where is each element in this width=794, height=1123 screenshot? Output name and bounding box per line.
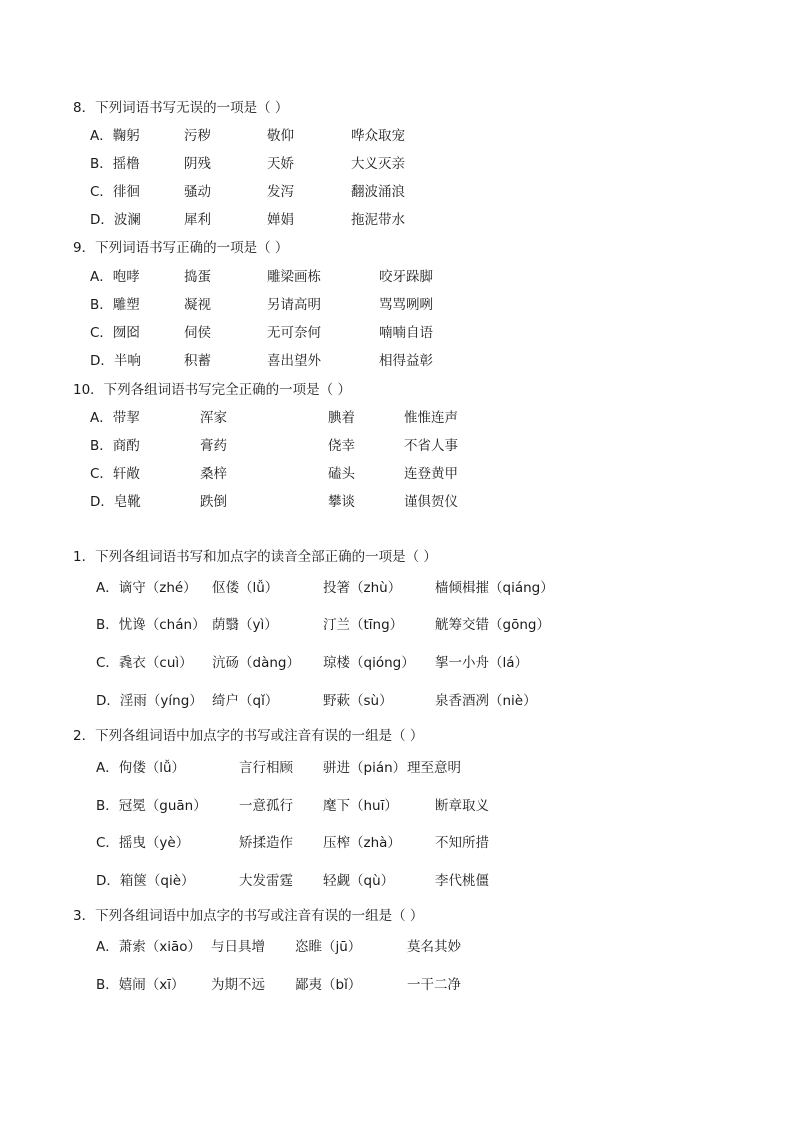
option-label: C．轩敞 <box>90 466 140 482</box>
option-word-4: 觥筹交错（gōng） <box>435 617 550 633</box>
option-word-4: 一干二净 <box>407 977 461 993</box>
option-word-3: 鄙夷（bǐ） <box>295 977 362 993</box>
question-9-stem: 9．下列词语书写正确的一项是（ ） <box>73 240 289 256</box>
option-word-4: 大义灭亲 <box>351 156 405 172</box>
option-word-3: 敬仰 <box>267 128 294 144</box>
option-word-2: 污秽 <box>184 128 211 144</box>
option-word-2: 一意孤行 <box>239 798 293 814</box>
option-label: C．摇曳（yè） <box>96 835 190 851</box>
option-label: A．谪守（zhé） <box>96 580 197 596</box>
option-word-4: 谨俱贺仪 <box>404 494 458 510</box>
option-word-2: 膏药 <box>200 438 227 454</box>
option-label: B．冠冕（guān） <box>96 798 207 814</box>
question-1-stem: 1．下列各组词语书写和加点字的读音全部正确的一项是（ ） <box>73 549 437 565</box>
option-label: D．皂靴 <box>90 494 141 510</box>
option-word-3: 攀谈 <box>328 494 355 510</box>
option-word-2: 跌倒 <box>200 494 227 510</box>
option-label: D．波澜 <box>90 212 141 228</box>
option-word-3: 投箸（zhù） <box>323 580 402 596</box>
option-label: D．淫雨（yíng） <box>96 693 203 709</box>
option-word-2: 阴残 <box>184 156 211 172</box>
option-label: B．嬉闹（xī） <box>96 977 185 993</box>
option-word-3: 喜出望外 <box>267 353 321 369</box>
option-word-4: 不知所措 <box>435 835 489 851</box>
option-word-3: 汀兰（tīng） <box>323 617 404 633</box>
option-word-3: 琼楼（qióng） <box>323 655 415 671</box>
option-word-2: 积蓄 <box>184 353 211 369</box>
option-word-3: 侥幸 <box>328 438 355 454</box>
option-label: D．箱箧（qiè） <box>96 873 195 889</box>
question-3-stem: 3．下列各组词语中加点字的书写或注音有误的一组是（ ） <box>73 908 424 924</box>
option-word-4: 挐一小舟（lá） <box>435 655 529 671</box>
option-word-2: 伛偻（lǚ） <box>212 580 279 596</box>
option-label: A．带挈 <box>90 410 140 426</box>
option-word-3: 骈进（pián） <box>323 760 407 776</box>
option-word-4: 断章取义 <box>435 798 489 814</box>
option-word-4: 惟惟连声 <box>404 410 458 426</box>
option-word-3: 恣睢（jū） <box>295 939 362 955</box>
option-label: B．摇橹 <box>90 156 140 172</box>
option-word-2: 与日具增 <box>211 939 265 955</box>
option-word-2: 桑梓 <box>200 466 227 482</box>
option-word-3: 麾下（huī） <box>323 798 398 814</box>
option-word-2: 伺侯 <box>184 325 211 341</box>
option-word-3: 天娇 <box>267 156 294 172</box>
option-word-3: 雕梁画栋 <box>267 269 321 285</box>
option-word-2: 为期不远 <box>211 977 265 993</box>
option-label: D．半响 <box>90 353 141 369</box>
option-word-4: 理至意明 <box>407 760 461 776</box>
option-word-3: 野蔌（sù） <box>323 693 393 709</box>
option-word-3: 另请高明 <box>267 297 321 313</box>
option-word-4: 骂骂咧咧 <box>379 297 433 313</box>
question-10-stem: 10．下列各组词语书写完全正确的一项是（ ） <box>73 382 351 398</box>
option-word-4: 樯倾楫摧（qiáng） <box>435 580 554 596</box>
option-word-2: 大发雷霆 <box>239 873 293 889</box>
option-label: B．忧谗（chán） <box>96 617 206 633</box>
option-label: C．毳衣（cuì） <box>96 655 193 671</box>
option-word-4: 泉香酒冽（niè） <box>435 693 537 709</box>
option-word-2: 沆砀（dàng） <box>212 655 300 671</box>
option-label: A．佝偻（lǚ） <box>96 760 186 776</box>
option-word-2: 荫翳（yì） <box>212 617 278 633</box>
option-word-3: 婵娟 <box>267 212 294 228</box>
option-word-4: 哗众取宠 <box>351 128 405 144</box>
option-word-3: 无可奈何 <box>267 325 321 341</box>
option-word-2: 骚动 <box>184 184 211 200</box>
option-word-3: 轻觑（qù） <box>323 873 395 889</box>
option-word-3: 磕头 <box>328 466 355 482</box>
option-label: B．雕塑 <box>90 297 140 313</box>
option-word-3: 腆着 <box>328 410 355 426</box>
option-label: A．咆哮 <box>90 269 140 285</box>
option-word-2: 浑家 <box>200 410 227 426</box>
option-word-4: 拖泥带水 <box>351 212 405 228</box>
option-label: C．徘徊 <box>90 184 140 200</box>
option-word-2: 言行相顾 <box>239 760 293 776</box>
option-word-4: 不省人事 <box>404 438 458 454</box>
option-word-4: 喃喃自语 <box>379 325 433 341</box>
question-8-stem: 8．下列词语书写无误的一项是（ ） <box>73 100 289 116</box>
question-2-stem: 2．下列各组词语中加点字的书写或注音有误的一组是（ ） <box>73 728 424 744</box>
option-label: A．鞠躬 <box>90 128 140 144</box>
option-word-4: 李代桃僵 <box>435 873 489 889</box>
option-word-4: 翻波涌浪 <box>351 184 405 200</box>
option-word-4: 相得益彰 <box>379 353 433 369</box>
option-label: B．商酌 <box>90 438 140 454</box>
option-word-3: 压榨（zhà） <box>323 835 401 851</box>
option-word-2: 凝视 <box>184 297 211 313</box>
option-word-2: 捣蛋 <box>184 269 211 285</box>
option-word-2: 犀利 <box>184 212 211 228</box>
option-word-4: 莫名其妙 <box>407 939 461 955</box>
option-word-4: 连登黄甲 <box>404 466 458 482</box>
option-label: A．萧索（xiāo） <box>96 939 202 955</box>
option-word-2: 矫揉造作 <box>239 835 293 851</box>
option-word-4: 咬牙跺脚 <box>379 269 433 285</box>
option-label: C．囫囵 <box>90 325 140 341</box>
option-word-3: 发泻 <box>267 184 294 200</box>
option-word-2: 绮户（qǐ） <box>212 693 279 709</box>
